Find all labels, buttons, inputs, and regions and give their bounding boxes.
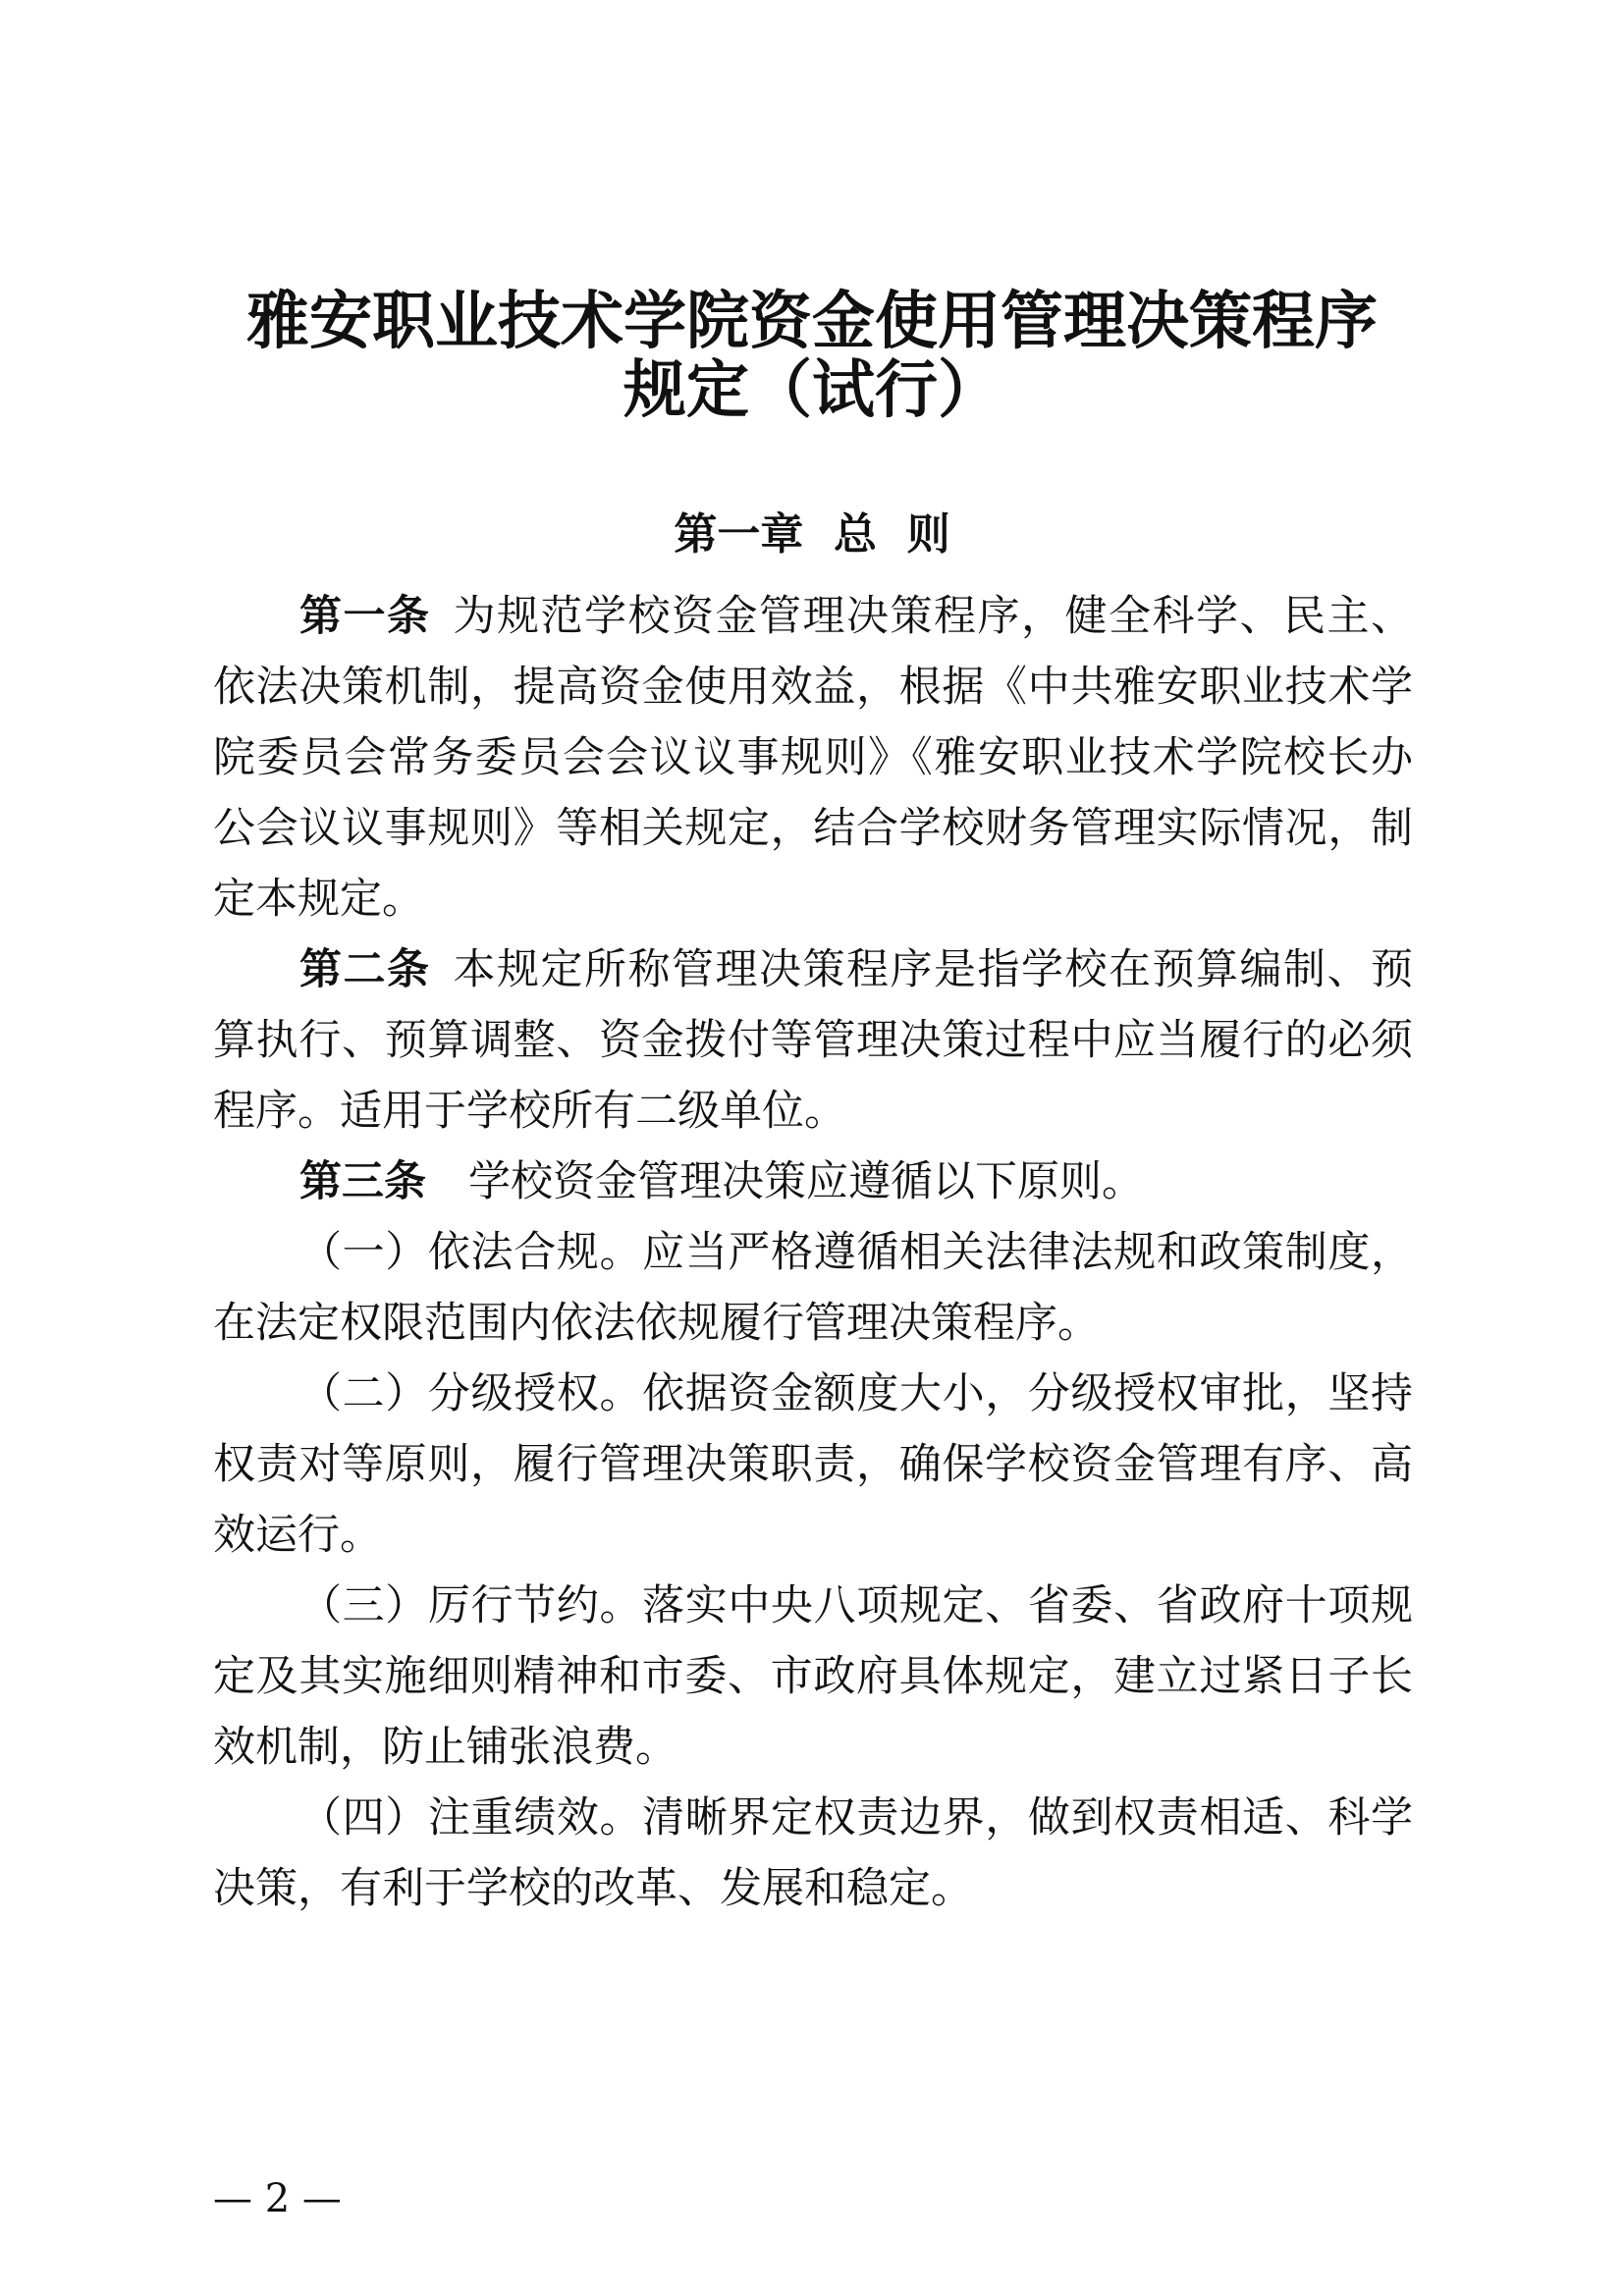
article-label: 第二条 [299,945,431,994]
article-1 [213,581,1413,934]
article-3 [213,1147,1413,1217]
article-text: 为规范学校资金管理决策程序，健全科学、民主、依法决策机制，提高资金使用效益，根据《中共雅安职业技术学院委员会常务委员会会议议事规则》《雅安职业技术学院校长办公会议议事规则》等相关规定，结合学校财务管理实际情况，制定本规定。 [213,592,1413,924]
page-number: — 2 — [213,2176,342,2221]
principle-item: （一）依法合规。应当严格遵循相关法律法规和政策制度，在法定权限范围内依法依规履行管理决策程序。 [213,1228,1413,1348]
principle-item: （二）分级授权。依据资金额度大小，分级授权审批，坚持权责对等原则，履行管理决策职责，确保学校资金管理有序、高效运行。 [213,1369,1413,1560]
document-body [213,581,1413,1924]
article-text: 学校资金管理决策应遵循以下原则。 [468,1157,1144,1206]
document-title-line-1: 雅安职业技术学院资金使用管理决策程序 [246,285,1378,358]
principle-item: （四）注重绩效。清晰界定权责边界，做到权责相适、科学决策，有利于学校的改革、发展和稳定。 [213,1793,1413,1913]
article-text: 本规定所称管理决策程序是指学校在预算编制、预算执行、预算调整、资金拨付等管理决策过程中应当履行的必须程序。适用于学校所有二级单位。 [213,945,1413,1136]
article-label: 第一条 [299,592,431,641]
article-label: 第三条 [299,1157,426,1206]
document-title-line-2: 规定（试行） [623,353,1001,427]
article-2 [213,934,1413,1147]
principle-item: （三）厉行节约。落实中央八项规定、省委、省政府十项规定及其实施细则精神和市委、市政府具体规定，建立过紧日子长效机制，防止铺张浪费。 [213,1581,1413,1772]
chapter-heading: 第一章 总 则 [674,509,950,560]
